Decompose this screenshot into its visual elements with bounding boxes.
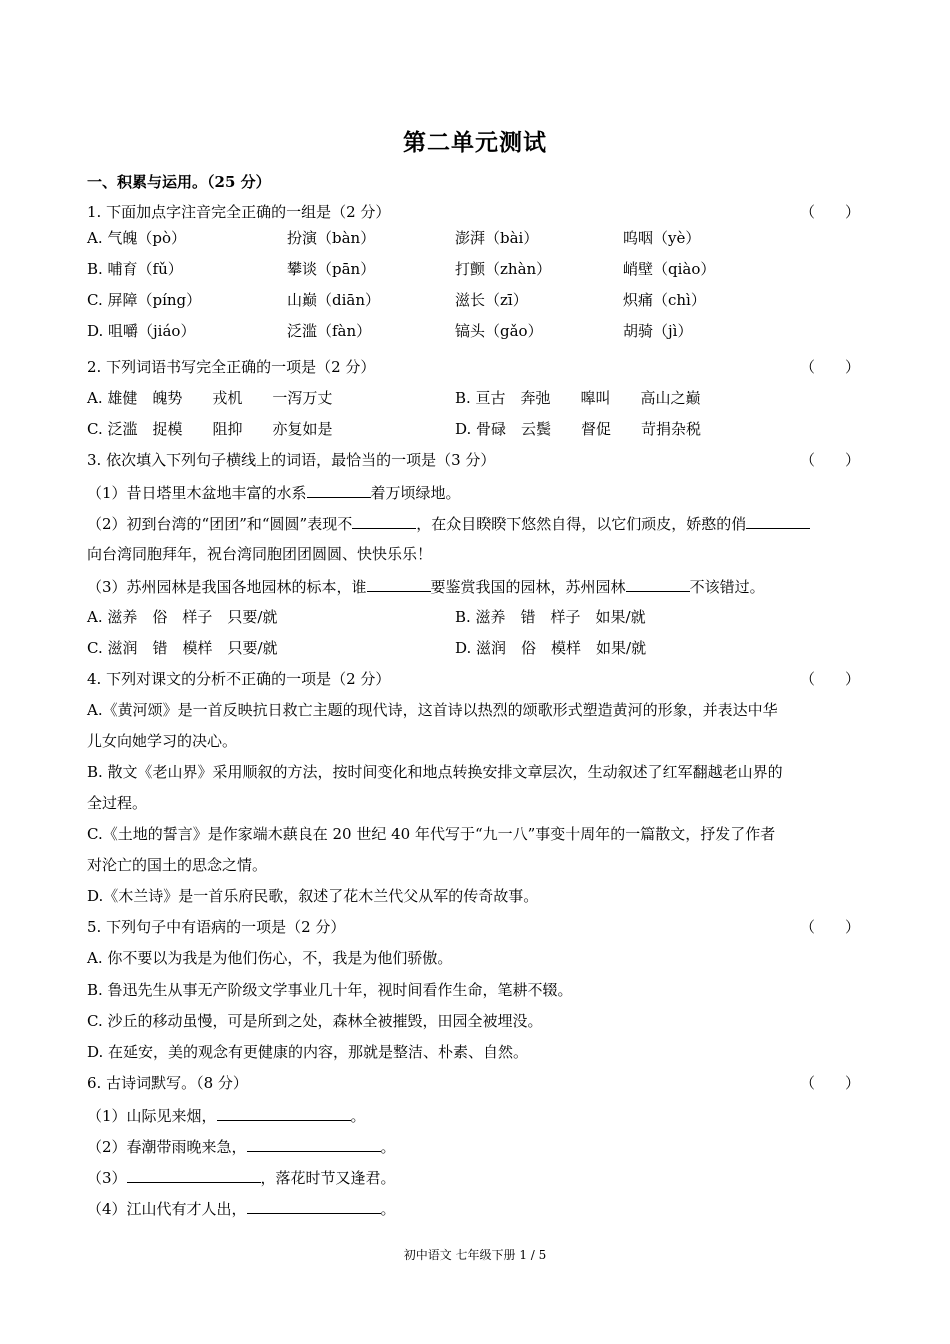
q4-option-C-line-1: C.《土地的誓言》是作家端木蕻良在 20 世纪 40 年代写于“九一八”事变十周年的一篇散文，抒发了作者: [87, 825, 776, 843]
q5-answer-paren: （ ）: [800, 918, 861, 936]
q6-line-1: [87, 1105, 366, 1126]
q6-l3-end: ，落花时节又逢君。: [260, 1169, 396, 1187]
q6-line-2: [87, 1136, 396, 1157]
q3-sentence-3: [87, 576, 765, 597]
q6-l1-end: 。: [350, 1107, 366, 1125]
q6-answer-paren: （ ）: [800, 1074, 861, 1092]
q5-option-B: B. 鲁迅先生从事无产阶级文学事业几十年，视时间看作生命，笔耕不辍。: [87, 981, 573, 999]
q4-stem: 4. 下列对课文的分析不正确的一项是（2 分）: [87, 670, 391, 688]
q1-stem: 1. 下面加点字注音完全正确的一组是（2 分）: [87, 203, 391, 221]
q1-A-1: A. 气魄（pò）: [87, 229, 187, 247]
q1-C-3: 滋长（zī）: [455, 291, 528, 309]
q3-sentence-2: [87, 513, 810, 534]
q5-option-D: D. 在延安，美的观念有更健康的内容，那就是整洁、朴素、自然。: [87, 1043, 529, 1061]
q1-A-2: 扮演（bàn）: [287, 229, 376, 247]
q5-option-C: C. 沙丘的移动虽慢，可是所到之处，森林全被摧毁，田园全被埋没。: [87, 1012, 543, 1030]
q4-option-A-line-1: A.《黄河颂》是一首反映抗日救亡主题的现代诗，这首诗以热烈的颂歌形式塑造黄河的形象，并表达中华: [87, 701, 778, 719]
q6-l3-text: （3）: [87, 1169, 127, 1187]
q4-option-A-line-2: 儿女向她学习的决心。: [87, 732, 238, 750]
q4-answer-paren: （ ）: [800, 670, 861, 688]
q1-D-4: 胡骑（jì）: [623, 322, 693, 340]
section-heading: 一、积累与运用。（25 分）: [87, 173, 271, 191]
q1-C-4: 炽痛（chì）: [623, 291, 706, 309]
q3-s2-blank-2[interactable]: [746, 513, 810, 529]
q1-B-4: 峭壁（qiào）: [623, 260, 716, 278]
q1-D-3: 镐头（gǎo）: [455, 322, 543, 340]
q6-l1-blank[interactable]: [217, 1105, 351, 1121]
q4-option-D: D.《木兰诗》是一首乐府民歌，叙述了花木兰代父从军的传奇故事。: [87, 887, 539, 905]
q6-line-3: [87, 1167, 396, 1188]
q4-option-B-line-2: 全过程。: [87, 794, 148, 812]
q4-option-B-line-1: B. 散文《老山界》采用顺叙的方法，按时间变化和地点转换安排文章层次，生动叙述了红军翻越老山界的: [87, 763, 783, 781]
q1-C-1: C. 屏障（píng）: [87, 291, 202, 309]
q6-l2-text: （2）春潮带雨晚来急，: [87, 1138, 247, 1156]
q1-B-1: B. 哺育（fǔ）: [87, 260, 183, 278]
page-title: 第二单元测试: [403, 129, 547, 156]
q2-option-B: B. 亘古 奔弛 嗥叫 高山之巅: [455, 389, 701, 407]
q1-A-3: 澎湃（bài）: [455, 229, 539, 247]
q1-D-2: 泛滥（fàn）: [287, 322, 372, 340]
q3-option-C: C. 滋润 错 模样 只要/就: [87, 639, 278, 657]
q5-option-A: A. 你不要以为我是为他们伤心，不，我是为他们骄傲。: [87, 949, 453, 967]
q3-sentence-1: [87, 482, 461, 503]
q3-answer-paren: （ ）: [800, 451, 861, 469]
q3-s3-text-c: 不该错过。: [689, 578, 765, 596]
q3-s3-blank-1[interactable]: [367, 576, 431, 592]
q3-s1-blank[interactable]: [307, 482, 371, 498]
q6-l4-blank[interactable]: [247, 1198, 381, 1214]
q1-B-3: 打颤（zhàn）: [455, 260, 552, 278]
page-footer: 初中语文 七年级下册 1 / 5: [403, 1248, 547, 1262]
q3-s2-continuation: 向台湾同胞拜年，祝台湾同胞团团圆圆、快快乐乐！: [87, 545, 433, 563]
q6-l3-blank[interactable]: [127, 1167, 261, 1183]
q2-option-D: D. 骨碌 云鬓 督促 苛捐杂税: [455, 420, 702, 438]
q3-s3-text-b: 要鉴赏我国的园林，苏州园林: [430, 578, 626, 596]
q2-stem: 2. 下列词语书写完全正确的一项是（2 分）: [87, 358, 376, 376]
q1-C-2: 山巅（diān）: [287, 291, 381, 309]
q6-stem: 6. 古诗词默写。（8 分）: [87, 1074, 248, 1092]
q6-line-4: [87, 1198, 396, 1219]
q2-answer-paren: （ ）: [800, 358, 861, 376]
q5-stem: 5. 下列句子中有语病的一项是（2 分）: [87, 918, 346, 936]
q2-option-A: A. 雄健 魄势 戎机 一泻万丈: [87, 389, 333, 407]
q3-s2-text-a: （2）初到台湾的“团团”和“圆圆”表现不: [87, 515, 353, 533]
q3-option-B: B. 滋养 错 样子 如果/就: [455, 608, 646, 626]
q3-option-A: A. 滋养 俗 样子 只要/就: [87, 608, 278, 626]
q1-B-2: 攀谈（pān）: [287, 260, 376, 278]
q3-s2-text-b: ，在众目睽睽下悠然自得，以它们顽皮，娇憨的俏: [416, 515, 747, 533]
q1-answer-paren: （ ）: [800, 203, 861, 221]
q6-l4-text: （4）江山代有才人出，: [87, 1200, 247, 1218]
q1-A-4: 呜咽（yè）: [623, 229, 701, 247]
q3-s2-blank-1[interactable]: [352, 513, 416, 529]
q6-l2-end: 。: [380, 1138, 396, 1156]
q3-s1-text-a: （1）昔日塔里木盆地丰富的水系: [87, 484, 307, 502]
q4-option-C-line-2: 对沦亡的国土的思念之情。: [87, 856, 268, 874]
q2-option-C: C. 泛滥 捉模 阻抑 亦复如是: [87, 420, 333, 438]
q3-stem: 3. 依次填入下列句子横线上的词语，最恰当的一项是（3 分）: [87, 451, 496, 469]
q3-s3-blank-2[interactable]: [626, 576, 690, 592]
q1-D-1: D. 咀嚼（jiáo）: [87, 322, 196, 340]
q3-s1-text-b: 着万顷绿地。: [370, 484, 461, 502]
q3-s3-text-a: （3）苏州园林是我国各地园林的标本，谁: [87, 578, 367, 596]
q6-l2-blank[interactable]: [247, 1136, 381, 1152]
q6-l1-text: （1）山际见来烟，: [87, 1107, 217, 1125]
q3-option-D: D. 滋润 俗 模样 如果/就: [455, 639, 647, 657]
q6-l4-end: 。: [380, 1200, 396, 1218]
